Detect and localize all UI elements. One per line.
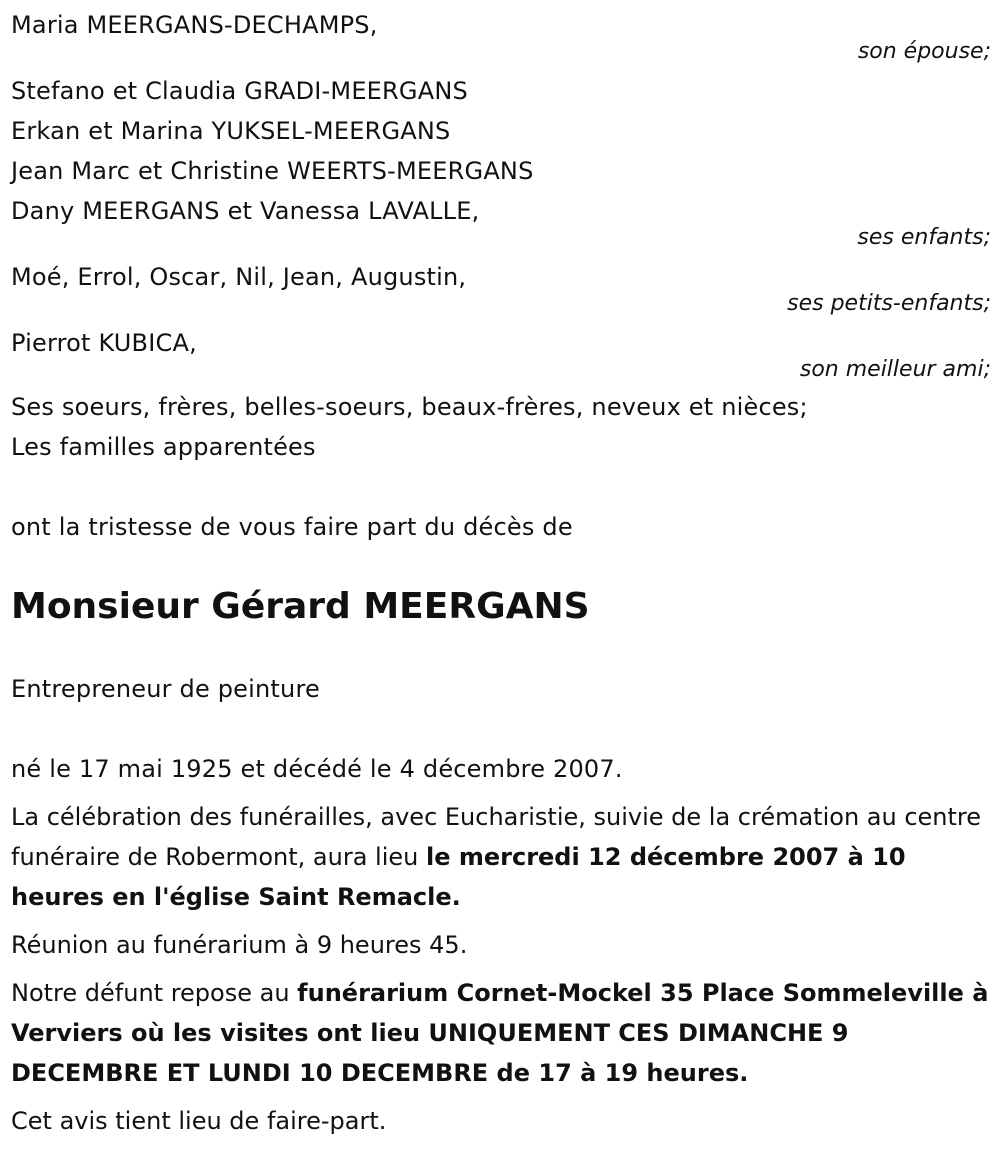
repose-intro: Notre défunt repose au [11, 979, 298, 1007]
friend-relation: son meilleur ami; [799, 357, 991, 382]
siblings-line: Ses soeurs, frères, belles-soeurs, beaux-frères, neveux et nièces; [11, 393, 808, 421]
friend-name: Pierrot KUBICA, [11, 329, 197, 357]
announcement-text: ont la tristesse de vous faire part du décès de [11, 513, 573, 541]
funeral-paragraph [11, 797, 991, 917]
spouse-relation: son épouse; [857, 39, 991, 64]
funeral-when-where: le mercredi 12 décembre 2007 à 10 heures en l'église Saint Remacle. [11, 843, 906, 911]
repose-paragraph [11, 973, 991, 1093]
grandchildren-relation: ses petits-enfants; [787, 291, 991, 316]
child-name: Erkan et Marina YUKSEL-MEERGANS [11, 117, 451, 145]
funeral-intro: La célébration des funérailles, avec Eucharistie, suivie de la crémation au centre funéraire de Robermont, aura lieu [11, 803, 982, 871]
grandchildren-names: Moé, Errol, Oscar, Nil, Jean, Augustin, [11, 263, 467, 291]
deceased-name: Monsieur Gérard MEERGANS [11, 586, 590, 627]
deceased-dates: né le 17 mai 1925 et décédé le 4 décembre 2007. [11, 755, 623, 783]
child-name: Jean Marc et Christine WEERTS-MEERGANS [11, 157, 534, 185]
closing-line: Cet avis tient lieu de faire-part. [11, 1107, 387, 1135]
children-relation: ses enfants; [857, 225, 991, 250]
related-families: Les familles apparentées [11, 433, 316, 461]
child-name: Dany MEERGANS et Vanessa LAVALLE, [11, 197, 480, 225]
spouse-name: Maria MEERGANS-DECHAMPS, [11, 11, 378, 39]
deceased-profession: Entrepreneur de peinture [11, 675, 320, 703]
meeting-line: Réunion au funérarium à 9 heures 45. [11, 931, 468, 959]
repose-details: funérarium Cornet-Mockel 35 Place Sommeleville à Verviers où les visites ont lieu UNIQUEMENT CES DIMANCHE 9 DECEMBRE ET LUNDI 10 DECEMBRE de 17 à 19 heures. [11, 979, 989, 1087]
obituary-notice [11, 0, 991, 1141]
child-name: Stefano et Claudia GRADI-MEERGANS [11, 77, 468, 105]
